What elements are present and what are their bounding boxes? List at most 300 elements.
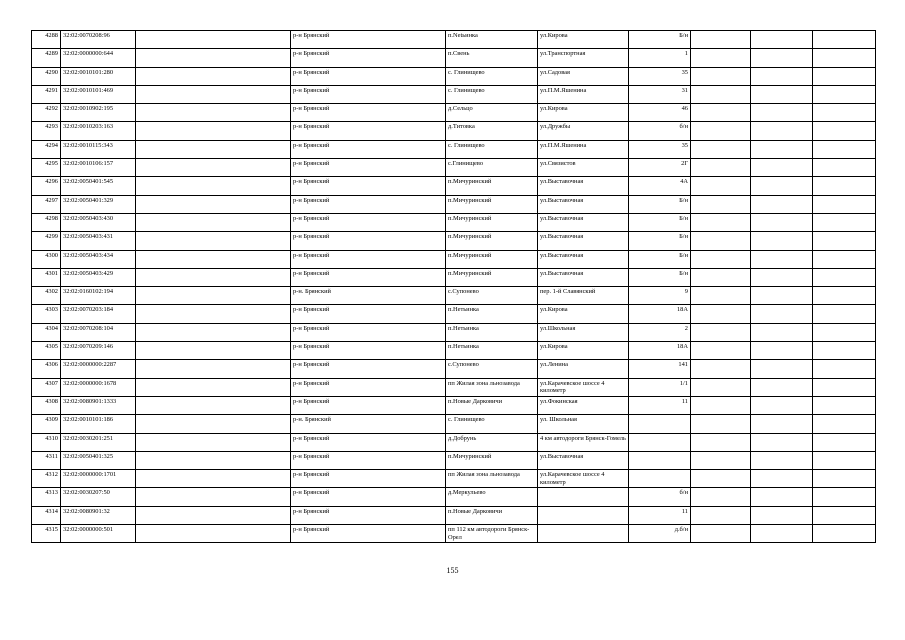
table-row: [32, 415, 876, 433]
row-number: 4294: [32, 140, 61, 158]
empty-cell: [751, 31, 813, 49]
empty-cell: [136, 31, 291, 49]
empty-cell: [813, 49, 876, 67]
empty-cell: [691, 177, 751, 195]
locality: п.Мичуринский: [446, 451, 538, 469]
empty-cell: [691, 85, 751, 103]
empty-cell: [813, 488, 876, 506]
district: р-н Брянский: [291, 342, 446, 360]
street: ул.Выставочная: [538, 451, 629, 469]
empty-cell: [136, 49, 291, 67]
empty-cell: [136, 122, 291, 140]
cadastral-number: 32:02:0050401:329: [61, 195, 136, 213]
street: [538, 488, 629, 506]
cadastral-number: 32:02:0070208:96: [61, 31, 136, 49]
street: ул.Школьная: [538, 323, 629, 341]
empty-cell: [813, 378, 876, 396]
empty-cell: [751, 305, 813, 323]
locality: с.Супонево: [446, 360, 538, 378]
row-number: 4312: [32, 470, 61, 488]
district: р-н Брянский: [291, 232, 446, 250]
empty-cell: [751, 488, 813, 506]
empty-cell: [136, 250, 291, 268]
empty-cell: [691, 122, 751, 140]
table-row: [32, 305, 876, 323]
empty-cell: [751, 268, 813, 286]
house-number: 1: [629, 49, 691, 67]
empty-cell: [813, 396, 876, 414]
street: ул.Ленина: [538, 360, 629, 378]
empty-cell: [691, 396, 751, 414]
empty-cell: [691, 451, 751, 469]
empty-cell: [691, 287, 751, 305]
empty-cell: [751, 415, 813, 433]
row-number: 4298: [32, 213, 61, 231]
locality: п.Мичуринский: [446, 195, 538, 213]
street: ул.Выставочная: [538, 232, 629, 250]
empty-cell: [813, 323, 876, 341]
empty-cell: [751, 140, 813, 158]
house-number: 2: [629, 323, 691, 341]
row-number: 4291: [32, 85, 61, 103]
empty-cell: [751, 104, 813, 122]
empty-cell: [136, 342, 291, 360]
street: ул.Транспортная: [538, 49, 629, 67]
empty-cell: [136, 378, 291, 396]
row-number: 4313: [32, 488, 61, 506]
empty-cell: [813, 525, 876, 543]
locality: д.Титовка: [446, 122, 538, 140]
house-number: 46: [629, 104, 691, 122]
empty-cell: [691, 268, 751, 286]
cadastral-number: 32:02:0050403:429: [61, 268, 136, 286]
empty-cell: [691, 67, 751, 85]
row-number: 4289: [32, 49, 61, 67]
empty-cell: [136, 451, 291, 469]
cadastral-number: 32:02:0080901:32: [61, 506, 136, 524]
cadastral-number: 32:02:0000000:1701: [61, 470, 136, 488]
row-number: 4306: [32, 360, 61, 378]
empty-cell: [813, 104, 876, 122]
house-number: [629, 415, 691, 433]
empty-cell: [691, 378, 751, 396]
empty-cell: [691, 195, 751, 213]
table-row: [32, 140, 876, 158]
empty-cell: [136, 415, 291, 433]
empty-cell: [691, 232, 751, 250]
empty-cell: [751, 342, 813, 360]
empty-cell: [751, 232, 813, 250]
district: р-н Брянский: [291, 378, 446, 396]
locality: с. Глинищево: [446, 415, 538, 433]
district: р-н Брянский: [291, 213, 446, 231]
empty-cell: [751, 360, 813, 378]
empty-cell: [691, 159, 751, 177]
district: р-н Брянский: [291, 159, 446, 177]
locality: пп Жилая зона льнозавода: [446, 470, 538, 488]
table-row: [32, 250, 876, 268]
house-number: 35: [629, 67, 691, 85]
locality: п.Мичуринский: [446, 232, 538, 250]
table-row: [32, 49, 876, 67]
cadastral-number: 32:02:0050403:434: [61, 250, 136, 268]
empty-cell: [751, 122, 813, 140]
cadastral-number: 32:02:0010101:469: [61, 85, 136, 103]
table-row: [32, 287, 876, 305]
empty-cell: [136, 159, 291, 177]
table-row: [32, 195, 876, 213]
row-number: 4311: [32, 451, 61, 469]
row-number: 4299: [32, 232, 61, 250]
row-number: 4295: [32, 159, 61, 177]
cadastral-number: 32:02:0030201:251: [61, 433, 136, 451]
table-row: [32, 85, 876, 103]
district: р-н Брянский: [291, 195, 446, 213]
empty-cell: [691, 525, 751, 543]
empty-cell: [691, 433, 751, 451]
empty-cell: [813, 415, 876, 433]
street: ул.Кирова: [538, 31, 629, 49]
district: р-н Брянский: [291, 525, 446, 543]
empty-cell: [691, 213, 751, 231]
cadastral-number: 32:02:0010902:195: [61, 104, 136, 122]
district: р-н Брянский: [291, 360, 446, 378]
row-number: 4296: [32, 177, 61, 195]
district: р-н Брянский: [291, 122, 446, 140]
empty-cell: [136, 488, 291, 506]
empty-cell: [813, 140, 876, 158]
cadastral-number: 32:02:0050401:545: [61, 177, 136, 195]
house-number: 2Г: [629, 159, 691, 177]
empty-cell: [691, 415, 751, 433]
empty-cell: [813, 342, 876, 360]
empty-cell: [691, 506, 751, 524]
empty-cell: [136, 323, 291, 341]
cadastral-number: 32:02:0160102:194: [61, 287, 136, 305]
empty-cell: [751, 195, 813, 213]
row-number: 4302: [32, 287, 61, 305]
cadastral-number: 32:02:0070209:146: [61, 342, 136, 360]
row-number: 4288: [32, 31, 61, 49]
row-number: 4297: [32, 195, 61, 213]
table-row: [32, 104, 876, 122]
table-row: [32, 67, 876, 85]
locality: пп Жилая зона льнозавода: [446, 378, 538, 396]
empty-cell: [136, 360, 291, 378]
table-row: [32, 268, 876, 286]
cadastral-number: 32:02:0030207:50: [61, 488, 136, 506]
empty-cell: [751, 213, 813, 231]
empty-cell: [136, 287, 291, 305]
empty-cell: [751, 451, 813, 469]
street: ул.П.М.Яшенина: [538, 140, 629, 158]
street: ул.Карачевское шоссе 4 километр: [538, 378, 629, 396]
table-row: [32, 488, 876, 506]
locality: д.Меркульево: [446, 488, 538, 506]
empty-cell: [136, 140, 291, 158]
house-number: б/н: [629, 122, 691, 140]
row-number: 4304: [32, 323, 61, 341]
locality: с.Супонево: [446, 287, 538, 305]
empty-cell: [136, 104, 291, 122]
street: ул.Выставочная: [538, 195, 629, 213]
empty-cell: [136, 213, 291, 231]
empty-cell: [813, 433, 876, 451]
district: р-н Брянский: [291, 470, 446, 488]
empty-cell: [813, 451, 876, 469]
street: ул.Выставочная: [538, 177, 629, 195]
empty-cell: [813, 305, 876, 323]
empty-cell: [813, 506, 876, 524]
empty-cell: [813, 232, 876, 250]
cadastral-number: 32:02:0010101:186: [61, 415, 136, 433]
locality: с. Глинищево: [446, 85, 538, 103]
street: ул.Связистов: [538, 159, 629, 177]
empty-cell: [813, 31, 876, 49]
empty-cell: [813, 250, 876, 268]
locality: п.Свень: [446, 49, 538, 67]
locality: с.Глинищево: [446, 159, 538, 177]
empty-cell: [751, 378, 813, 396]
house-number: 11: [629, 506, 691, 524]
street: ул.Выставочная: [538, 250, 629, 268]
locality: п.Мичуринский: [446, 213, 538, 231]
row-number: 4315: [32, 525, 61, 543]
empty-cell: [136, 525, 291, 543]
house-number: д.б/н: [629, 525, 691, 543]
row-number: 4309: [32, 415, 61, 433]
empty-cell: [751, 287, 813, 305]
empty-cell: [751, 85, 813, 103]
empty-cell: [136, 396, 291, 414]
empty-cell: [813, 122, 876, 140]
empty-cell: [751, 250, 813, 268]
page-number: 155: [446, 566, 459, 575]
row-number: 4290: [32, 67, 61, 85]
table-row: [32, 323, 876, 341]
empty-cell: [136, 433, 291, 451]
empty-cell: [813, 67, 876, 85]
table-row: [32, 451, 876, 469]
house-number: 4А: [629, 177, 691, 195]
empty-cell: [813, 268, 876, 286]
street: ул.Кирова: [538, 104, 629, 122]
empty-cell: [136, 67, 291, 85]
house-number: Б/н: [629, 250, 691, 268]
district: р-н Брянский: [291, 140, 446, 158]
cadastral-number: 32:02:0070208:104: [61, 323, 136, 341]
empty-cell: [751, 470, 813, 488]
row-number: 4293: [32, 122, 61, 140]
table-row: [32, 433, 876, 451]
table-row: [32, 159, 876, 177]
row-number: 4310: [32, 433, 61, 451]
empty-cell: [751, 525, 813, 543]
street: ул. Школьная: [538, 415, 629, 433]
table-row: [32, 177, 876, 195]
empty-cell: [813, 360, 876, 378]
empty-cell: [751, 396, 813, 414]
district: р-н Брянский: [291, 67, 446, 85]
empty-cell: [813, 287, 876, 305]
table-row: [32, 31, 876, 49]
locality: с. Глинищево: [446, 140, 538, 158]
house-number: Б/н: [629, 232, 691, 250]
cadastral-number: 32:02:0050403:431: [61, 232, 136, 250]
empty-cell: [751, 49, 813, 67]
empty-cell: [813, 470, 876, 488]
street: 4 км автодороги Брянск-Гомель: [538, 433, 629, 451]
cadastral-number: 32:02:0080901:1333: [61, 396, 136, 414]
table-row: [32, 360, 876, 378]
empty-cell: [136, 268, 291, 286]
empty-cell: [136, 470, 291, 488]
district: р-н Брянский: [291, 488, 446, 506]
locality: д.Добрунь: [446, 433, 538, 451]
street: [538, 525, 629, 543]
district: р-н Брянский: [291, 323, 446, 341]
empty-cell: [691, 360, 751, 378]
table-row: [32, 378, 876, 396]
empty-cell: [813, 195, 876, 213]
table-row: [32, 470, 876, 488]
street: ул.П.М.Яшенина: [538, 85, 629, 103]
house-number: 31: [629, 85, 691, 103]
empty-cell: [136, 232, 291, 250]
empty-cell: [813, 177, 876, 195]
district: р-н Брянский: [291, 104, 446, 122]
empty-cell: [691, 104, 751, 122]
street: ул.Садовая: [538, 67, 629, 85]
house-number: б/н: [629, 488, 691, 506]
empty-cell: [691, 488, 751, 506]
district: р-н Брянский: [291, 250, 446, 268]
empty-cell: [813, 159, 876, 177]
street: ул.Фокинская: [538, 396, 629, 414]
table-row: [32, 232, 876, 250]
empty-cell: [136, 177, 291, 195]
locality: с. Глинищево: [446, 67, 538, 85]
empty-cell: [751, 323, 813, 341]
table-row: [32, 525, 876, 543]
register-table: [31, 30, 876, 543]
street: ул.Карачевское шоссе 4 километр: [538, 470, 629, 488]
house-number: 1/1: [629, 378, 691, 396]
row-number: 4292: [32, 104, 61, 122]
locality: д.Сельцо: [446, 104, 538, 122]
house-number: 9: [629, 287, 691, 305]
district: р-н Брянский: [291, 85, 446, 103]
district: р-н Брянский: [291, 49, 446, 67]
cadastral-number: 32:02:0050401:325: [61, 451, 136, 469]
row-number: 4301: [32, 268, 61, 286]
table-row: [32, 213, 876, 231]
empty-cell: [691, 470, 751, 488]
locality: п.Нетьинка: [446, 323, 538, 341]
district: р-н Брянский: [291, 451, 446, 469]
house-number: Б/н: [629, 31, 691, 49]
house-number: [629, 433, 691, 451]
locality: пп 112 км автодороги Брянск-Орел: [446, 525, 538, 543]
house-number: Б/н: [629, 213, 691, 231]
street: ул.Выставочная: [538, 268, 629, 286]
empty-cell: [813, 213, 876, 231]
row-number: 4303: [32, 305, 61, 323]
empty-cell: [813, 85, 876, 103]
street: [538, 506, 629, 524]
street: ул.Дружбы: [538, 122, 629, 140]
locality: п.Нетьинка: [446, 305, 538, 323]
house-number: Б/н: [629, 195, 691, 213]
district: р-н Брянский: [291, 31, 446, 49]
cadastral-number: 32:02:0000000:1678: [61, 378, 136, 396]
empty-cell: [751, 159, 813, 177]
locality: п.Netьинка: [446, 31, 538, 49]
cadastral-number: 32:02:0000000:644: [61, 49, 136, 67]
district: р-н Брянский: [291, 433, 446, 451]
district: р-н Брянский: [291, 396, 446, 414]
district: р-н. Брянский: [291, 415, 446, 433]
cadastral-number: 32:02:0010106:157: [61, 159, 136, 177]
table-row: [32, 342, 876, 360]
street: ул.Кирова: [538, 305, 629, 323]
house-number: [629, 470, 691, 488]
empty-cell: [691, 323, 751, 341]
empty-cell: [136, 506, 291, 524]
table-row: [32, 506, 876, 524]
empty-cell: [691, 49, 751, 67]
cadastral-number: 32:02:0010115:343: [61, 140, 136, 158]
empty-cell: [136, 305, 291, 323]
cadastral-number: 32:02:0000000:501: [61, 525, 136, 543]
empty-cell: [691, 342, 751, 360]
locality: п.Новые Дарковичи: [446, 506, 538, 524]
locality: п.Мичуринский: [446, 268, 538, 286]
cadastral-number: 32:02:0010101:280: [61, 67, 136, 85]
house-number: 18А: [629, 342, 691, 360]
row-number: 4314: [32, 506, 61, 524]
empty-cell: [751, 506, 813, 524]
table-row: [32, 396, 876, 414]
empty-cell: [691, 250, 751, 268]
row-number: 4305: [32, 342, 61, 360]
house-number: 11: [629, 396, 691, 414]
house-number: 35: [629, 140, 691, 158]
locality: п.Новые Дарковичи: [446, 396, 538, 414]
row-number: 4307: [32, 378, 61, 396]
district: р-н Брянский: [291, 305, 446, 323]
empty-cell: [691, 140, 751, 158]
locality: п.Мичуринский: [446, 250, 538, 268]
empty-cell: [751, 177, 813, 195]
table-row: [32, 122, 876, 140]
house-number: [629, 451, 691, 469]
empty-cell: [691, 31, 751, 49]
cadastral-number: 32:02:0000000:2287: [61, 360, 136, 378]
empty-cell: [136, 85, 291, 103]
district: р-н Брянский: [291, 177, 446, 195]
house-number: 18А: [629, 305, 691, 323]
house-number: Б/н: [629, 268, 691, 286]
empty-cell: [691, 305, 751, 323]
cadastral-number: 32:02:0070203:184: [61, 305, 136, 323]
row-number: 4308: [32, 396, 61, 414]
cadastral-number: 32:02:0050403:430: [61, 213, 136, 231]
locality: п.Нетьинка: [446, 342, 538, 360]
empty-cell: [751, 433, 813, 451]
house-number: 141: [629, 360, 691, 378]
district: р-н Брянский: [291, 506, 446, 524]
